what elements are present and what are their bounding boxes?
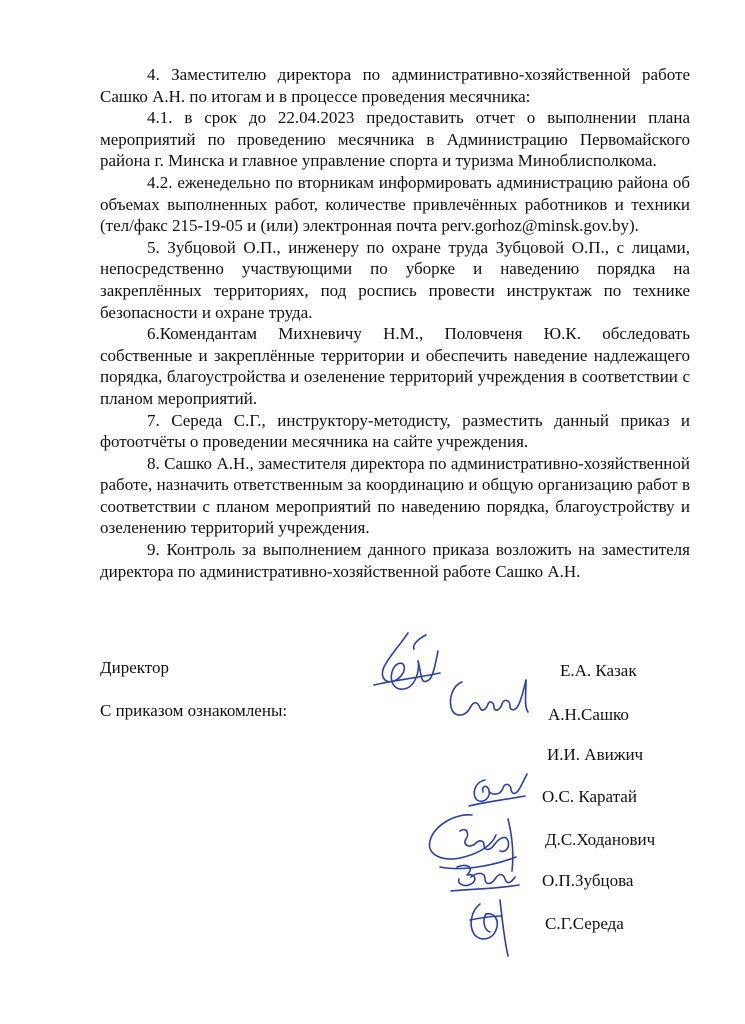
acknowledged-name-3: О.С. Каратай [542, 787, 637, 806]
sashko-signature [440, 672, 540, 727]
paragraph-4-2: 4.2. еженедельно по вторникам информировать администрацию района об объемах выполненных работ, количестве привлечённых работников и техники (тел/факс 215-19-05 и (или) электронная почта perv.gorhoz@minsk.gov.by). [100, 172, 690, 236]
acknowledged-name-5: О.П.Зубцова [542, 871, 634, 890]
acknowledged-label: С приказом ознакомлены: [100, 701, 288, 720]
paragraph-4: 4. Заместителю директора по административно-хозяйственной работе Сашко А.Н. по итогам и в процессе проведения месячника: [100, 65, 690, 106]
director-name: Е.А. Казак [560, 661, 637, 680]
acknowledged-name-2: И.И. Авижич [547, 745, 644, 764]
director-title: Директор [100, 658, 169, 677]
sereda-signature [450, 890, 525, 960]
acknowledged-name-4: Д.С.Ходанович [545, 830, 656, 849]
acknowledged-name-1: А.Н.Сашко [548, 705, 629, 724]
paragraph-8: 8. Сашко А.Н., заместителя директора по административно-хозяйственной работе, назначить ответственным за координацию и общую организацию работ в соответствии с планом мероприятий по наведению порядка, благоустройству и озеленению территорий учреждения. [100, 453, 690, 538]
paragraph-5: 5. Зубцовой О.П., инженеру по охране труда Зубцовой О.П., с лицами, непосредственно участвующими по уборке и наведению порядка на закреплённых территориях, под роспись провести инструктаж по технике безопасности и охране труда. [100, 237, 690, 322]
order-body [100, 64, 690, 582]
paragraph-6: 6.Комендантам Михневичу Н.М., Половченя Ю.К. обследовать собственные и закреплённые территории и обеспечить наведение надлежащего порядка, благоустройства и озеленение территорий учреждения в соответствии с планом мероприятий. [100, 324, 690, 408]
paragraph-7: 7. Середа С.Г., инструктору-методисту, разместить данный приказ и фотоотчёты о проведении месячника на сайте учреждения. [100, 410, 690, 452]
acknowledged-name-6: С.Г.Середа [545, 914, 624, 933]
paragraph-9: 9. Контроль за выполнением данного приказа возложить на заместителя директора по административно-хозяйственной работе Сашко А.Н. [100, 540, 690, 581]
paragraph-4-1: 4.1. в срок до 22.04.2023 предоставить отчет о выполнении плана мероприятий по проведению месячника в Администрацию Первомайского района г. Минска и главное управление спорта и туризма Миноблисполкома. [100, 108, 690, 171]
director-signature [360, 625, 450, 705]
